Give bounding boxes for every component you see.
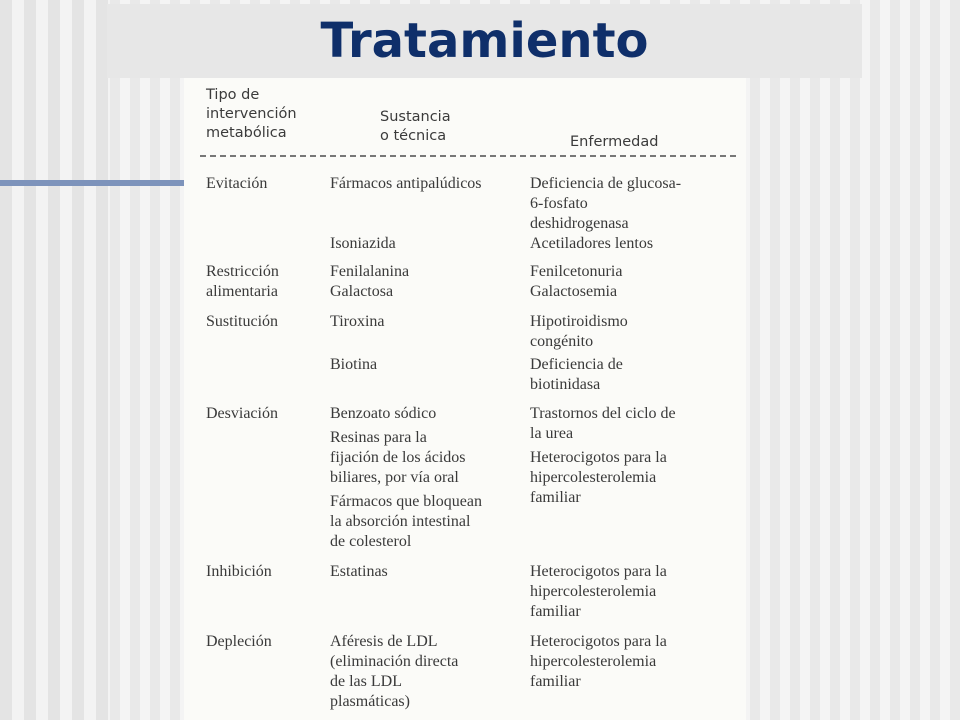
disease-hypercholesterolemia-3: Heterocigotos para la hipercolesterolemia familiar bbox=[530, 633, 667, 690]
left-stripe-panel bbox=[0, 0, 110, 720]
disease-urea-cycle-disorders: Trastornos del ciclo de la urea bbox=[530, 405, 676, 442]
disease-slow-acetylators: Acetiladores lentos bbox=[530, 235, 654, 252]
substance-antimalarials: Fármacos antipalúdicos bbox=[330, 175, 482, 192]
type-avoidance: Evitación bbox=[206, 175, 268, 192]
disease-hypercholesterolemia-1: Heterocigotos para la hipercolesterolemia familiar bbox=[530, 449, 667, 506]
type-diversion: Desviación bbox=[206, 405, 278, 422]
type-substitution: Sustitución bbox=[206, 313, 279, 330]
slide-title: Tratamiento bbox=[320, 13, 649, 69]
disease-congenital-hypothyroidism: Hipotiroidismo congénito bbox=[530, 313, 628, 350]
substance-phenylalanine-galactose: Fenilalanina Galactosa bbox=[330, 263, 410, 300]
substance-statins: Estatinas bbox=[330, 563, 388, 580]
substance-thyroxine: Tiroxina bbox=[330, 313, 385, 330]
disease-g6pd-deficiency: Deficiencia de glucosa- 6-fosfato deshidrogenasa bbox=[530, 175, 682, 232]
substance-isoniazid: Isoniazida bbox=[330, 235, 396, 252]
header-intervention-type: Tipo de intervención metabólica bbox=[206, 87, 297, 141]
header-disease: Enfermedad bbox=[570, 134, 659, 150]
type-dietary-restriction: Restricción alimentaria bbox=[206, 263, 279, 300]
type-inhibition: Inhibición bbox=[206, 563, 272, 580]
substance-sodium-benzoate: Benzoato sódico bbox=[330, 405, 437, 422]
substance-absorption-blockers: Fármacos que bloquean la absorción intestinal de colesterol bbox=[330, 493, 482, 550]
header-divider bbox=[200, 155, 736, 157]
substance-ldl-apheresis: Aféresis de LDL (eliminación directa de las LDL plasmáticas) bbox=[330, 633, 459, 710]
substance-bile-acid-resins: Resinas para la fijación de los ácidos biliares, por vía oral bbox=[330, 429, 466, 486]
type-depletion: Depleción bbox=[206, 633, 272, 650]
disease-hypercholesterolemia-2: Heterocigotos para la hipercolesterolemia familiar bbox=[530, 563, 667, 620]
accent-line bbox=[0, 180, 185, 186]
disease-biotinidase-deficiency: Deficiencia de biotinidasa bbox=[530, 356, 623, 393]
header-substance: Sustancia o técnica bbox=[380, 109, 451, 144]
disease-pku-galactosemia: Fenilcetonuria Galactosemia bbox=[530, 263, 623, 300]
scanned-table-image bbox=[184, 78, 746, 720]
substance-biotin: Biotina bbox=[330, 356, 378, 373]
